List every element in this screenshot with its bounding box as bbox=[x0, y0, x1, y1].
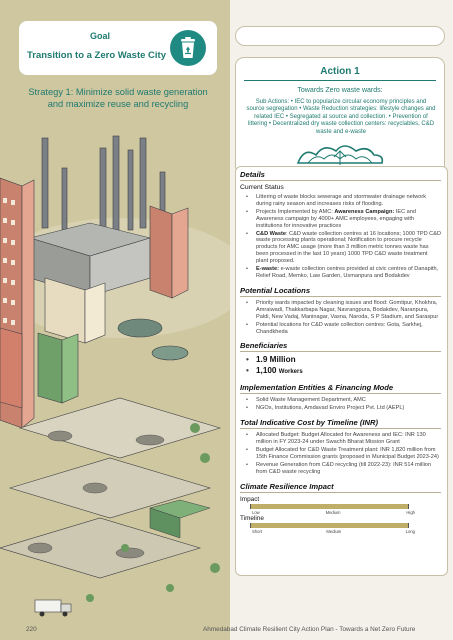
tick-label: Long bbox=[405, 528, 415, 534]
beneficiaries-heading: Beneficiaries bbox=[240, 341, 288, 351]
climate-heading: Climate Resilience Impact bbox=[240, 481, 334, 491]
action-title: Action 1 bbox=[320, 66, 360, 77]
list-item: • Solid Waste Management Department, AMC bbox=[240, 397, 441, 404]
action-card bbox=[235, 57, 445, 175]
strategy-title: Strategy 1: Minimize solid waste generation and maximize reuse and recycling bbox=[28, 87, 208, 109]
list-item bbox=[240, 209, 441, 230]
beneficiary-value: 1.9 Million bbox=[256, 355, 296, 365]
list-item-text: Littering of waste blocks sewerage and stormwater drainage network during rainy season and increases risks of flooding. bbox=[256, 194, 427, 207]
sub-actions-text: Sub Actions: • IEC to popularize circular economy principles and source segregation • Waste Reduction strategies: lifestyle changes and related IEC • Segregated at source and collection. • Prevention of littering • Decentralized dry waste collection centers: recyclables, C&D waste and e-waste bbox=[246, 99, 436, 135]
divider bbox=[240, 180, 441, 181]
details-heading: Details bbox=[240, 170, 265, 179]
list-item bbox=[240, 366, 441, 377]
cost-heading: Total Indicative Cost by Timeline (INR) bbox=[240, 418, 378, 428]
list-item-lead: C&D Waste bbox=[256, 230, 286, 237]
towards-label: Towards Zero waste wards: bbox=[297, 87, 383, 94]
potential-locations-heading: Potential Locations bbox=[240, 285, 311, 295]
cost-list bbox=[240, 432, 441, 475]
list-item: • Potential locations for C&D waste collection centres: Gota, Sarkhej, Chandkheda bbox=[240, 322, 441, 336]
potential-locations-list bbox=[240, 300, 441, 336]
beneficiaries-list bbox=[240, 355, 441, 377]
current-status-heading: Current Status bbox=[240, 184, 284, 191]
list-item-lead: Awareness Campaign: bbox=[334, 208, 395, 215]
divider bbox=[240, 428, 441, 429]
list-item-text: Projects Implemented by AMC: bbox=[256, 208, 335, 215]
recycle-bin-icon bbox=[170, 30, 206, 66]
impact-scale-bar bbox=[250, 504, 409, 509]
tick-label: Medium bbox=[326, 528, 342, 534]
list-item: • Priority wards impacted by cleaning issues and flood: Gomtipur, Khokhra, Amraiwadi, Thakkarbapa Nagar, Navrangpura, Bodakdev, Naranpura, Paldi, New Vadaj, Maninagar, Vasna, Naroda, S P Stadium, and Saraspur bbox=[240, 300, 441, 321]
cloud-ornament-icon bbox=[294, 141, 386, 169]
list-item: • Allocated Budget: Budget Allocated for Awareness and IEC: INR 130 million in FY 2023-24 under Swachh Bharat Mission Grant bbox=[240, 432, 441, 446]
current-status-list bbox=[240, 194, 441, 280]
climate-resilience-section bbox=[240, 482, 441, 534]
tick-label: Low bbox=[252, 509, 260, 515]
top-empty-box bbox=[235, 26, 445, 46]
divider bbox=[240, 351, 441, 352]
divider bbox=[240, 296, 441, 297]
list-item: • NGOs, Institutions, Amdavad Enviro Project Pvt. Ltd (AEPL) bbox=[240, 405, 441, 412]
list-item: • Revenue Generation from C&D recycling (till 2022-23): INR 514 million from C&D waste recycling bbox=[240, 462, 441, 476]
timeline-ticks bbox=[252, 529, 415, 534]
list-item-lead: E-waste: bbox=[256, 266, 280, 273]
implementation-heading: Implementation Entities & Financing Mode bbox=[240, 383, 394, 393]
city-illustration bbox=[0, 128, 230, 640]
implementation-list bbox=[240, 397, 441, 412]
list-item-text: IEC and Awareness campaign by 4000+ AMC employees, engaging with institutions for innovative practices bbox=[256, 208, 417, 229]
action-divider bbox=[244, 80, 436, 81]
goal-label: Goal bbox=[90, 31, 111, 41]
list-item bbox=[240, 231, 441, 266]
footer-text: Ahmedabad Climate Resilient City Action Plan - Towards a Net Zero Future bbox=[203, 626, 416, 633]
beneficiary-value: 1,100 bbox=[256, 366, 277, 376]
timeline-scale-bar bbox=[250, 523, 409, 528]
list-item: • Budget Allocated for C&D Waste Treatment plant: INR 1,820 million from 15th Finance Commission grants (proposed in Municipal Budget 2023-24) bbox=[240, 447, 441, 461]
tick-label: High bbox=[406, 509, 415, 515]
timeline-label: Timeline bbox=[240, 514, 264, 522]
page-number: 220 bbox=[26, 626, 37, 633]
right-panel bbox=[232, 0, 453, 640]
goal-title: Transition to a Zero Waste City bbox=[27, 50, 167, 61]
list-item bbox=[240, 194, 441, 208]
goal-card bbox=[19, 21, 217, 75]
details-card bbox=[235, 166, 448, 576]
beneficiary-unit: Workers bbox=[278, 369, 303, 376]
tick-label: Short bbox=[252, 528, 263, 534]
list-item bbox=[240, 266, 441, 280]
divider bbox=[240, 492, 441, 493]
tick-label: Medium bbox=[325, 509, 341, 515]
divider bbox=[240, 393, 441, 394]
list-item-text: : C&D waste collection centres at 16 locations; 1000 TPD C&D waste processing plants operational; Notification to procure recycle products for AMC usage (more than 3 million metric tonnes waste has been processed in the last 10 years) 1000 TPD C&D waste treatment plant proposed. bbox=[256, 230, 441, 265]
impact-label: Impact bbox=[240, 495, 260, 503]
list-item bbox=[240, 355, 441, 365]
list-item-text: e-waste collection centres provided at civic centres of Danapith, Relief Road, Memko, Law Garden, Usmanpura and Bodakdev bbox=[256, 266, 439, 279]
